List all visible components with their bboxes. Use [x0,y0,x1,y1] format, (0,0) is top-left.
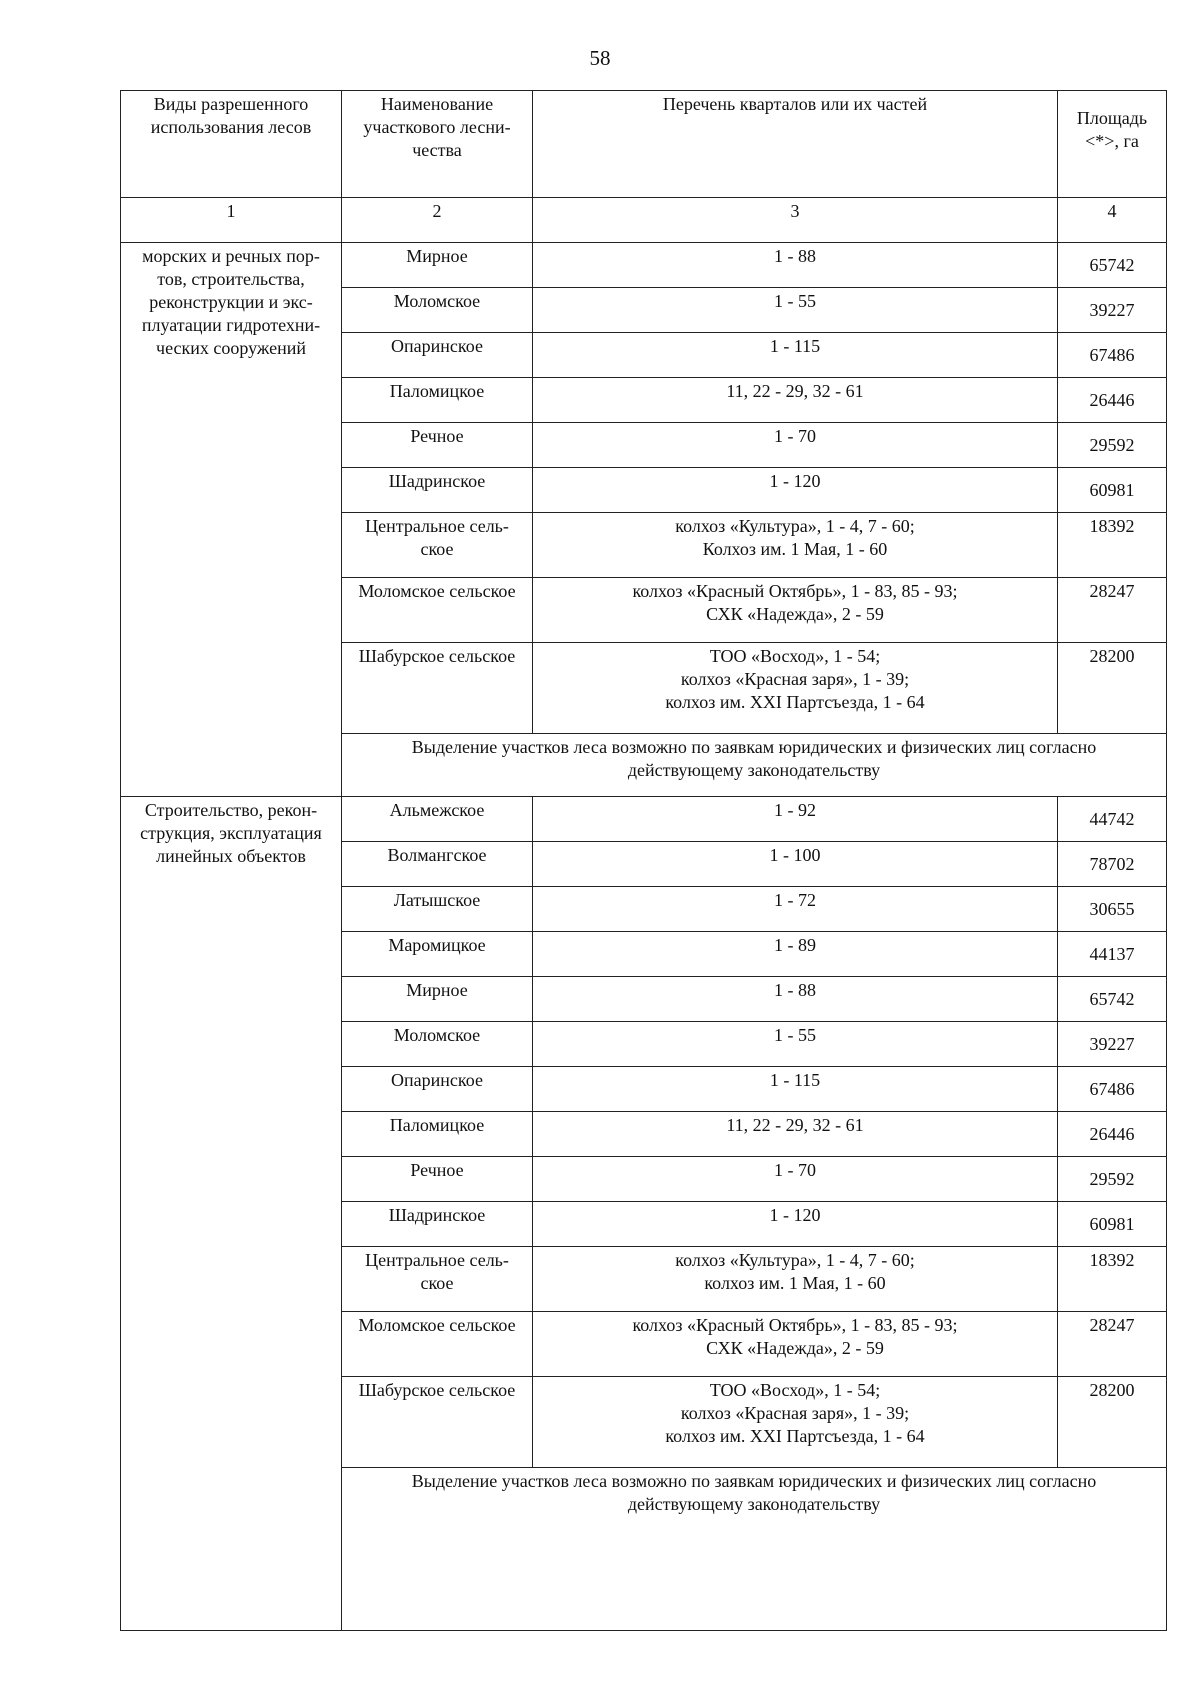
quarters-cell: 1 - 120 [533,1202,1058,1247]
quarters-cell: колхоз «Культура», 1 - 4, 7 - 60; Колхоз им. 1 Мая, 1 - 60 [533,513,1058,578]
forestry-cell: Шадринское [342,1202,533,1247]
forestry-cell: Шабурское сельское [342,643,533,734]
quarters-cell: 1 - 115 [533,333,1058,378]
area-cell: 28247 [1058,578,1167,643]
area-cell: 67486 [1058,333,1167,378]
forestry-cell: Мирное [342,977,533,1022]
area-cell: 30655 [1058,887,1167,932]
forestry-cell: Моломское [342,1022,533,1067]
area-cell: 39227 [1058,288,1167,333]
forestry-cell: Центральное сель- ское [342,513,533,578]
table-row [121,797,1167,842]
area-cell: 60981 [1058,468,1167,513]
usage-type-cell: Строительство, рекон- струкция, эксплуатация линейных объектов [121,797,342,1631]
forestry-cell: Опаринское [342,1067,533,1112]
quarters-cell: 1 - 88 [533,977,1058,1022]
area-cell: 26446 [1058,378,1167,423]
area-cell: 39227 [1058,1022,1167,1067]
quarters-cell: колхоз «Красный Октябрь», 1 - 83, 85 - 93; СХК «Надежда», 2 - 59 [533,1312,1058,1377]
quarters-cell: 11, 22 - 29, 32 - 61 [533,1112,1058,1157]
allocation-note: Выделение участков леса возможно по заявкам юридических и физических лиц согласно действующему законодательству [342,734,1167,797]
quarters-cell: 1 - 92 [533,797,1058,842]
column-number: 1 [121,198,342,243]
header-usage: Виды разрешенного использования лесов [121,91,342,198]
area-cell: 29592 [1058,1157,1167,1202]
area-cell: 18392 [1058,513,1167,578]
forestry-cell: Моломское сельское [342,578,533,643]
forestry-cell: Шадринское [342,468,533,513]
table-row [121,243,1167,288]
column-number: 2 [342,198,533,243]
quarters-cell: колхоз «Красный Октябрь», 1 - 83, 85 - 93; СХК «Надежда», 2 - 59 [533,578,1058,643]
area-cell: 78702 [1058,842,1167,887]
forestry-cell: Центральное сель- ское [342,1247,533,1312]
forestry-cell: Паломицкое [342,1112,533,1157]
area-cell: 18392 [1058,1247,1167,1312]
forestry-cell: Мирное [342,243,533,288]
quarters-cell: 1 - 55 [533,288,1058,333]
quarters-cell: ТОО «Восход», 1 - 54; колхоз «Красная заря», 1 - 39; колхоз им. XXI Партсъезда, 1 - 64 [533,1377,1058,1468]
header-area: Площадь <*>, га [1058,91,1167,198]
area-cell: 67486 [1058,1067,1167,1112]
header-quarters: Перечень кварталов или их частей [533,91,1058,198]
forestry-cell: Моломское сельское [342,1312,533,1377]
forestry-cell: Речное [342,423,533,468]
quarters-cell: 1 - 70 [533,1157,1058,1202]
quarters-cell: 1 - 120 [533,468,1058,513]
area-cell: 28247 [1058,1312,1167,1377]
table-header-row [121,91,1167,198]
quarters-cell: 1 - 72 [533,887,1058,932]
area-cell: 65742 [1058,243,1167,288]
quarters-cell: 1 - 70 [533,423,1058,468]
usage-type-cell: морских и речных пор- тов, строительства, реконструкции и экс- плуатации гидротехни- ческих сооружений [121,243,342,797]
quarters-cell: ТОО «Восход», 1 - 54; колхоз «Красная заря», 1 - 39; колхоз им. XXI Партсъезда, 1 - 64 [533,643,1058,734]
column-number: 4 [1058,198,1167,243]
forestry-cell: Латышское [342,887,533,932]
forestry-cell: Альмежское [342,797,533,842]
area-cell: 44742 [1058,797,1167,842]
forestry-cell: Речное [342,1157,533,1202]
area-cell: 28200 [1058,643,1167,734]
forestry-cell: Волмангское [342,842,533,887]
forestry-cell: Паломицкое [342,378,533,423]
quarters-cell: 1 - 55 [533,1022,1058,1067]
quarters-cell: 1 - 115 [533,1067,1058,1112]
allocation-note: Выделение участков леса возможно по заявкам юридических и физических лиц согласно действующему законодательству [342,1468,1167,1631]
area-cell: 26446 [1058,1112,1167,1157]
forestry-cell: Опаринское [342,333,533,378]
header-forestry: Наименование участкового лесни- чества [342,91,533,198]
quarters-cell: 1 - 89 [533,932,1058,977]
quarters-cell: 11, 22 - 29, 32 - 61 [533,378,1058,423]
area-cell: 44137 [1058,932,1167,977]
column-number: 3 [533,198,1058,243]
quarters-cell: 1 - 88 [533,243,1058,288]
forest-use-table [120,90,1167,1631]
forestry-cell: Моломское [342,288,533,333]
page-number: 58 [589,46,611,70]
quarters-cell: 1 - 100 [533,842,1058,887]
area-cell: 65742 [1058,977,1167,1022]
column-numbers-row [121,198,1167,243]
area-cell: 60981 [1058,1202,1167,1247]
forestry-cell: Маромицкое [342,932,533,977]
quarters-cell: колхоз «Культура», 1 - 4, 7 - 60; колхоз им. 1 Мая, 1 - 60 [533,1247,1058,1312]
forestry-cell: Шабурское сельское [342,1377,533,1468]
area-cell: 28200 [1058,1377,1167,1468]
area-cell: 29592 [1058,423,1167,468]
